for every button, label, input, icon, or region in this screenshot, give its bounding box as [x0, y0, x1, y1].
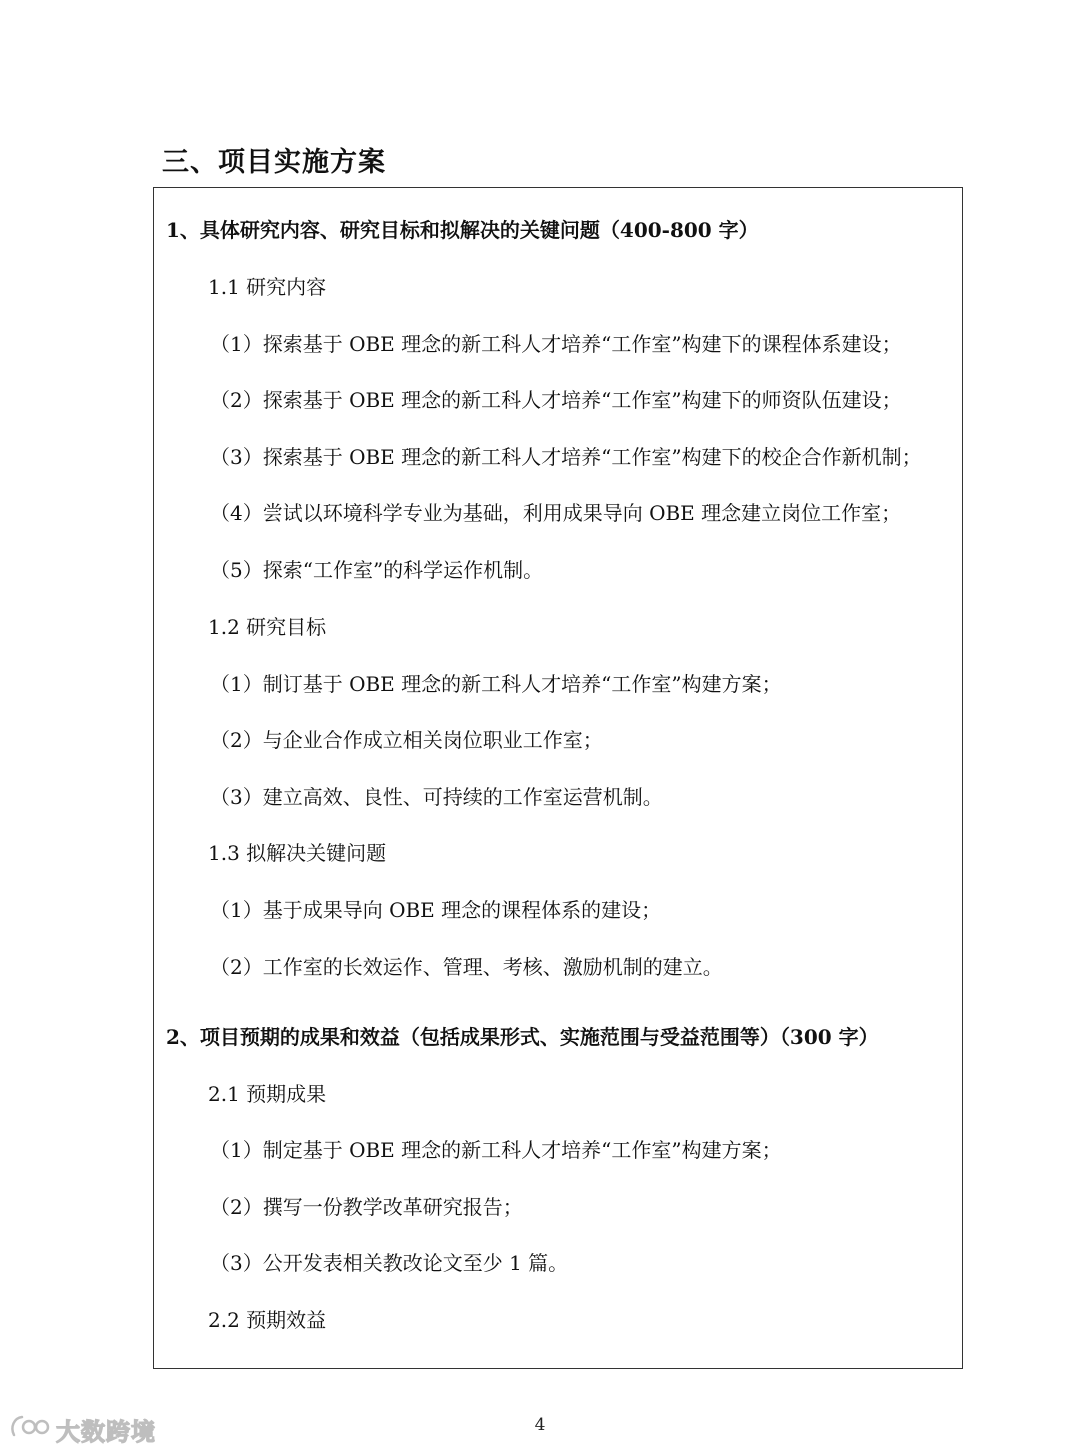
part1-sub1-item-5: （5）探索“工作室”的科学运作机制。: [210, 558, 544, 582]
part1-sub2-item-1: （1）制订基于 OBE 理念的新工科人才培养“工作室”构建方案；: [210, 672, 782, 696]
part2-heading: 2、项目预期的成果和效益（包括成果形式、实施范围与受益范围等）（300 字）: [166, 1025, 879, 1049]
watermark: [8, 1412, 156, 1447]
part1-sub1-item-4: （4）尝试以环境科学专业为基础，利用成果导向 OBE 理念建立岗位工作室；: [210, 501, 902, 525]
part1-sub1-item-3: （3）探索基于 OBE 理念的新工科人才培养“工作室”构建下的校企合作新机制；: [210, 445, 922, 469]
part1-sub2-item-2: （2）与企业合作成立相关岗位职业工作室；: [210, 728, 603, 752]
part2-sub1-title: 2.1 预期成果: [208, 1082, 327, 1106]
part1-sub1-item-1: （1）探索基于 OBE 理念的新工科人才培养“工作室”构建下的课程体系建设；: [210, 332, 902, 356]
part1-sub3-item-1: （1）基于成果导向 OBE 理念的课程体系的建设；: [210, 898, 662, 922]
page-number: 4: [534, 1415, 546, 1435]
part1-sub1-item-2: （2）探索基于 OBE 理念的新工科人才培养“工作室”构建下的师资队伍建设；: [210, 388, 902, 412]
part1-sub2-item-3: （3）建立高效、良性、可持续的工作室运营机制。: [210, 785, 663, 809]
part2-sub1-item-2: （2）撰写一份教学改革研究报告；: [210, 1195, 523, 1219]
watermark-logo-icon: [8, 1413, 52, 1447]
content-box: [153, 187, 963, 1369]
section-title: 三、项目实施方案: [162, 147, 386, 178]
part2-sub1-item-3: （3）公开发表相关教改论文至少 1 篇。: [210, 1251, 569, 1275]
part1-sub3-title: 1.3 拟解决关键问题: [208, 841, 387, 865]
part1-heading: 1、具体研究内容、研究目标和拟解决的关键问题（400-800 字）: [166, 218, 759, 242]
part1-sub2-title: 1.2 研究目标: [208, 615, 327, 639]
part1-sub1-title: 1.1 研究内容: [208, 275, 327, 299]
part2-sub2-title: 2.2 预期效益: [208, 1308, 327, 1332]
part1-sub3-item-2: （2）工作室的长效运作、管理、考核、激励机制的建立。: [210, 955, 723, 979]
watermark-text: 大数跨境: [56, 1418, 156, 1446]
part2-sub1-item-1: （1）制定基于 OBE 理念的新工科人才培养“工作室”构建方案；: [210, 1138, 782, 1162]
